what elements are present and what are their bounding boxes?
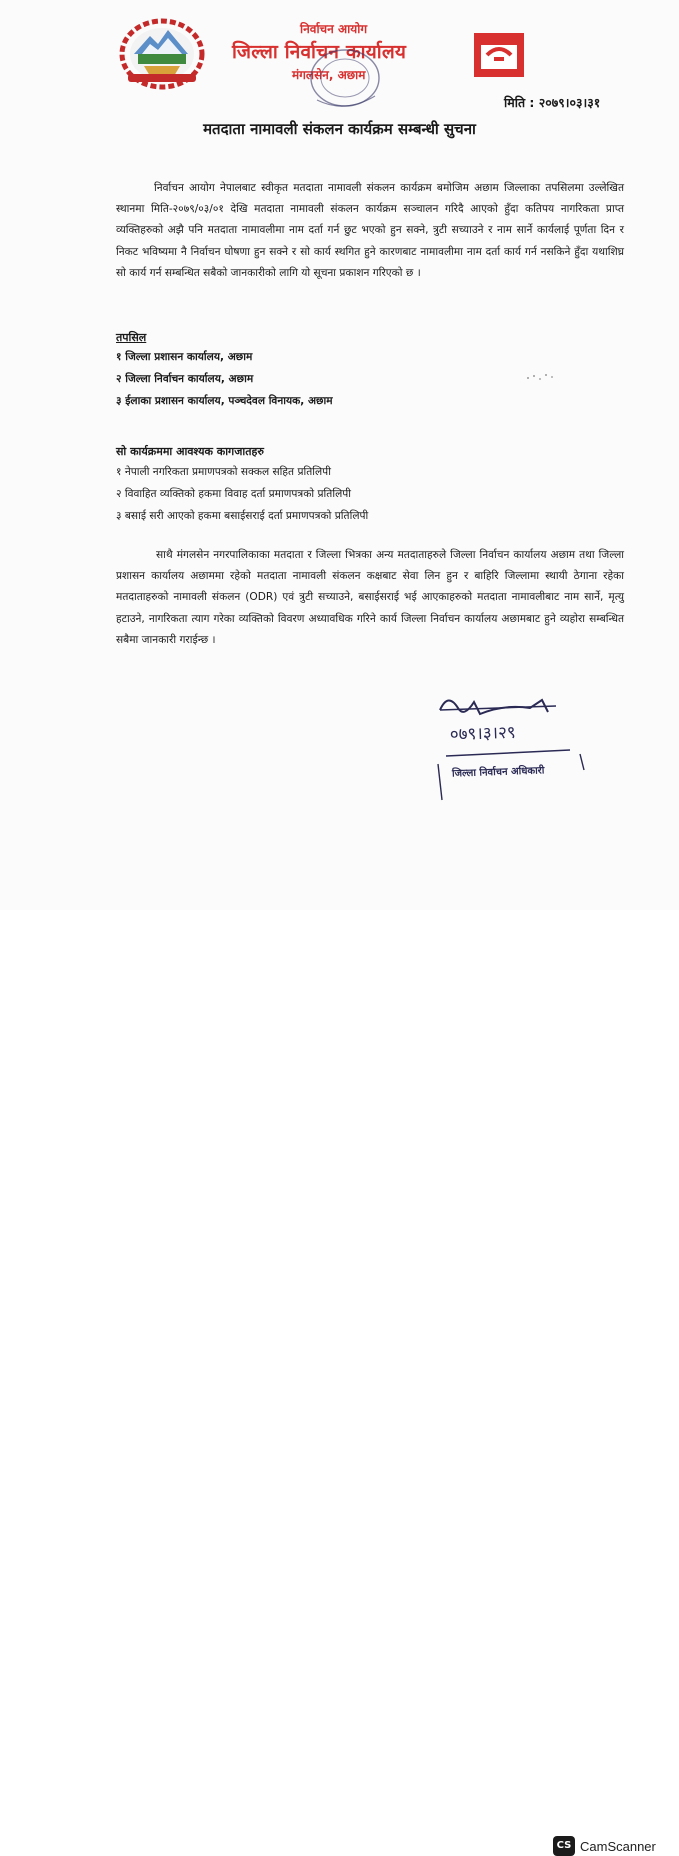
notice-title: मतदाता नामावली संकलन कार्यक्रम सम्बन्धी सुचना [203,120,476,138]
camscanner-label: CamScanner [580,1839,656,1854]
commission-name: निर्वाचन आयोग [300,22,368,36]
election-commission-logo-icon [474,33,524,77]
documents-heading: सो कार्यक्रममा आवश्यक कागजातहरु [116,445,264,458]
tapsil-heading: तपसिल [116,331,147,344]
list-item: २ विवाहित व्यक्तिको हकमा विवाह दर्ता प्रमाणपत्रको प्रतिलिपी [116,488,352,500]
signatory-title: जिल्ला निर्वाचन अधिकारी [451,765,545,780]
scanner-footer [0,910,679,1854]
intro-paragraph: निर्वाचन आयोग नेपालबाट स्वीकृत मतदाता नामावली संकलन कार्यक्रम बमोजिम अछाम जिल्लाका तपसिलमा उल्लेखित स्थानमा मिति-२०७९/०३/०१ देखि मतदाता नामावली संकलन कार्यक्रम सञ्चालन गरिदै आएको हुँदा कतिपय नागरिकता प्राप्त व्यक्तिहरुको अझै पनि मतदाता नामावलीमा नाम दर्ता गर्न छुट भएको हुन सक्ने, त्रुटी सच्याउने र नाम सार्ने कार्यलाई पूर्णता दिन र निकट भविष्यमा नै निर्वाचन घोषणा हुन सक्ने र सो कार्य स्थगित हुने कारणबाट नामावलीमा नाम दर्ता कार्य गर्न नसकिने हुँदा यथाशिघ्र सो कार्य गर्न सम्बन्धित सबैको जानकारीको लागि यो सूचना प्रकाशन गरिएको छ । [116,182,624,279]
documents-list [116,461,368,527]
list-item: ३ ईलाका प्रशासन कार्यालय, पञ्चदेवल विनायक, अछाम [116,395,333,407]
closing-paragraph: साथै मंगलसेन नगरपालिकाका मतदाता र जिल्ला भित्रका अन्य मतदाताहरुले जिल्ला निर्वाचन कार्यालय अछाम तथा जिल्ला प्रशासन कार्यालय अछाममा रहेको मतदाता नामावली संकलन कक्षबाट सेवा लिन हुन र बाहिरि जिल्लामा स्थायी ठेगाना रहेका मतदाताहरुको नामावली संकलन (ODR) एवं त्रुटी सच्याउने, बसाईसराई भई आएकाहरुको मतदाता नामावलीबाट नाम सार्ने, मृत्यु हटाउने, नागरिकता त्याग गरेका व्यक्तिको विवरण अध्यावधिक गरिने कार्य जिल्ला निर्वाचन कार्यालय अछामबाट हुने व्यहोरा सम्बन्धित सबैमा जानकारी गराईन्छ । [116,549,624,646]
tapsil-list [116,346,333,412]
office-name: जिल्ला निर्वाचन कार्यालय [232,41,407,63]
notice-date: मिति : २०७९।०३।३१ [504,95,601,110]
office-location: मंगलसेन, अछाम [292,68,366,82]
office-stamp-icon [297,42,393,114]
scan-smudge-icon [520,370,560,384]
list-item: १ नेपाली नगरिकता प्रमाणपत्रको सक्कल सहित प्रतिलिपी [116,466,331,478]
nepal-emblem-icon [116,14,208,90]
list-item: २ जिल्ला निर्वाचन कार्यालय, अछाम [116,373,254,385]
list-item: १ जिल्ला प्रशासन कार्यालय, अछाम [116,351,253,363]
camscanner-logo-icon: CS [553,1836,575,1856]
handwritten-signature-icon [434,690,594,802]
list-item: ३ बसाई सरी आएको हकमा बसाईसराई दर्ता प्रमाणपत्रको प्रतिलिपी [116,510,369,522]
signature-date: ०७९।३।२९ [449,722,517,745]
